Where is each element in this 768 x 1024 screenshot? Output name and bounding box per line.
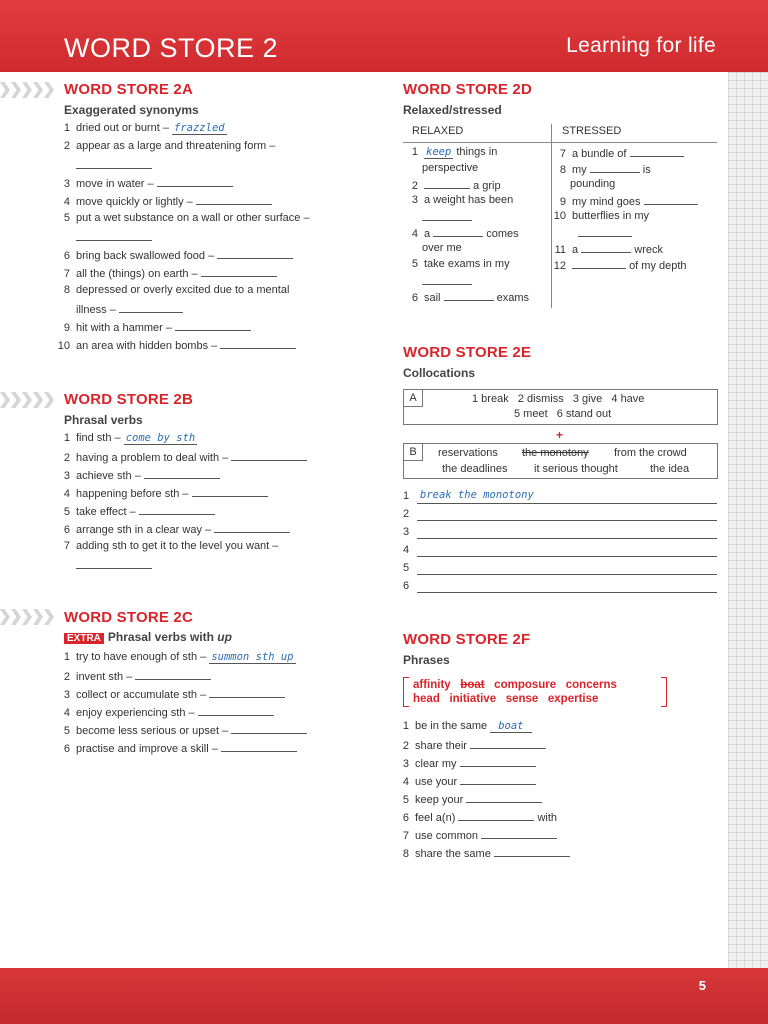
ws2a-title: WORD STORE 2A (64, 81, 194, 98)
table-divider (403, 142, 717, 143)
answer-blank[interactable] (581, 242, 631, 253)
handwritten-answer[interactable]: summon sth up (211, 651, 294, 663)
list-item: 5 keep your (393, 792, 542, 806)
answer-blank[interactable] (144, 468, 220, 479)
answer-blank[interactable] (192, 486, 268, 497)
answer-blank[interactable] (578, 226, 632, 240)
answer-blank[interactable] (460, 774, 536, 785)
extra-badge: EXTRA (64, 633, 104, 644)
answer-line[interactable]: 5 (403, 562, 719, 578)
list-item: 5 take exams in my (411, 258, 510, 270)
ws2e-subtitle: Collocations (403, 366, 476, 380)
collocation-box-b: B reservations the monotony from the crowd the deadlines it serious thought the idea (403, 443, 718, 479)
answer-line[interactable]: 1 break the monotony (403, 490, 719, 506)
answer-blank[interactable] (630, 146, 684, 157)
list-item: 7 all the (things) on earth – (54, 266, 277, 280)
handwritten-answer: break the monotony (420, 489, 534, 501)
answer-blank[interactable] (460, 756, 536, 767)
list-item: 9 my mind goes (550, 194, 698, 208)
ws2a-subtitle: Exaggerated synonyms (64, 103, 199, 117)
page-subtitle: Learning for life (566, 34, 716, 57)
answer-blank[interactable] (470, 738, 546, 749)
answer-blank[interactable] (76, 558, 152, 572)
list-item: 2 having a problem to deal with – (54, 450, 307, 464)
ws2e-title: WORD STORE 2E (403, 344, 532, 361)
ws2d-subtitle: Relaxed/stressed (403, 103, 502, 117)
list-item: 6 practise and improve a skill – (54, 741, 297, 755)
answer-blank[interactable] (198, 705, 274, 716)
handwritten-answer[interactable]: frazzled (174, 122, 225, 134)
chevron-decoration-icon (0, 609, 58, 625)
ws2c-subtitle-row: EXTRA Phrasal verbs with up (64, 630, 232, 644)
list-item-continuation: over me (422, 242, 462, 254)
list-item: 7 adding sth to get it to the level you want – (63, 540, 279, 552)
verb-list: 1 break 2 dismiss 3 give 4 have (472, 393, 645, 405)
handwritten-answer[interactable]: keep (426, 146, 452, 158)
list-item: 10 butterflies in my (553, 210, 650, 222)
list-item: 8 share the same (393, 846, 570, 860)
list-item-continuation: illness – (76, 302, 183, 316)
list-item: 2 invent sth – (54, 669, 211, 683)
answer-blank[interactable] (175, 320, 251, 331)
ws2b-title: WORD STORE 2B (64, 391, 194, 408)
grid-margin (728, 72, 768, 970)
answer-blank[interactable] (209, 687, 285, 698)
list-item-continuation: perspective (422, 162, 479, 174)
answer-line[interactable]: 4 (403, 544, 719, 560)
list-item: 2 share their (393, 738, 546, 752)
handwritten-answer[interactable]: come by sth (125, 432, 196, 444)
answer-blank[interactable] (76, 230, 152, 244)
page-title: WORD STORE 2 (64, 33, 279, 63)
list-item: 2 appear as a large and threatening form – (63, 140, 276, 152)
list-item: 4 a comes (411, 228, 519, 240)
list-item: 3 move in water – (54, 176, 233, 190)
list-item: 8 my is (559, 164, 651, 176)
answer-blank[interactable] (220, 338, 296, 349)
list-item: 1 try to have enough of sth – summon sth up (63, 651, 294, 663)
list-item: 4 move quickly or lightly – (54, 194, 272, 208)
answer-blank[interactable] (458, 810, 534, 821)
answer-blank[interactable] (231, 723, 307, 734)
list-item: 10 an area with hidden bombs – (54, 338, 296, 352)
list-item-continuation: pounding (570, 178, 616, 190)
ws2f-subtitle: Phrases (403, 653, 450, 667)
answer-blank[interactable] (221, 741, 297, 752)
list-item: 3 achieve sth – (54, 468, 220, 482)
answer-line[interactable]: 2 (403, 508, 719, 524)
list-item: 8 depressed or overly excited due to a mental (63, 284, 290, 296)
answer-blank[interactable] (231, 450, 307, 461)
chevron-decoration-icon (0, 392, 58, 408)
used-word: boat (460, 679, 485, 691)
answer-blank[interactable] (422, 210, 472, 224)
answer-blank[interactable] (494, 846, 570, 857)
answer-blank[interactable] (217, 248, 293, 259)
ws2f-title: WORD STORE 2F (403, 631, 531, 648)
verb-list: 5 meet 6 stand out (514, 408, 612, 420)
answer-blank[interactable] (157, 176, 233, 187)
page-footer (0, 968, 768, 1024)
list-item: 4 enjoy experiencing sth – (54, 705, 274, 719)
list-item: 5 become less serious or upset – (54, 723, 307, 737)
list-item: 6 bring back swallowed food – (54, 248, 293, 262)
handwritten-answer[interactable]: boat (490, 720, 531, 733)
column-header-relaxed: RELAXED (412, 125, 464, 137)
list-item: 2 a grip (411, 180, 501, 192)
list-item: 1 be in the same boat (393, 720, 532, 732)
answer-blank[interactable] (135, 669, 211, 680)
answer-blank[interactable] (76, 158, 152, 172)
list-item: 5 put a wet substance on a wall or other surface – (63, 212, 310, 224)
chevron-decoration-icon (0, 82, 58, 98)
answer-blank[interactable] (444, 290, 494, 301)
answer-blank[interactable] (196, 194, 272, 205)
list-item: 6 arrange sth in a clear way – (54, 522, 290, 536)
list-item: 7 use common (393, 828, 557, 842)
answer-blank[interactable] (214, 522, 290, 533)
answer-blank[interactable] (422, 274, 472, 288)
list-item: 1 keep things in (411, 146, 498, 158)
list-item: 3 clear my (393, 756, 536, 770)
answer-blank[interactable] (590, 162, 640, 173)
answer-blank[interactable] (466, 792, 542, 803)
collocation-box-a (403, 389, 718, 425)
answer-blank[interactable] (139, 504, 215, 515)
ws2c-title: WORD STORE 2C (64, 609, 194, 626)
answer-blank[interactable] (424, 178, 470, 189)
answer-blank[interactable] (433, 226, 483, 237)
list-item: 3 collect or accumulate sth – (54, 687, 285, 701)
answer-line[interactable]: 3 (403, 526, 719, 542)
list-item: 11 a wreck (554, 244, 663, 256)
list-item: 6 sail exams (411, 292, 530, 304)
ws2b-subtitle: Phrasal verbs (64, 413, 143, 427)
page-number: 5 (698, 978, 706, 993)
list-item: 6 feel a(n) with (402, 812, 558, 824)
used-word: the monotony (522, 447, 589, 459)
list-item: 4 happening before sth – (54, 486, 268, 500)
answer-blank[interactable] (572, 258, 626, 269)
box-label: A (404, 390, 423, 407)
plus-icon: + (556, 428, 564, 442)
ws2d-title: WORD STORE 2D (403, 81, 533, 98)
answer-blank[interactable] (201, 266, 277, 277)
answer-blank[interactable] (119, 302, 183, 313)
page-header (0, 0, 768, 72)
list-item: 12 of my depth (553, 260, 687, 272)
list-item: 3 a weight has been (411, 194, 514, 206)
list-item: 1 find sth – come by sth (63, 432, 196, 444)
list-item: 9 hit with a hammer – (54, 320, 251, 334)
word-box: affinity boat composure concerns head initiative sense expertise (403, 677, 667, 707)
answer-blank[interactable] (481, 828, 557, 839)
worksheet-page (0, 72, 728, 968)
list-item: 4 use your (393, 774, 536, 788)
list-item: 5 take effect – (54, 504, 215, 518)
answer-line[interactable]: 6 (403, 580, 719, 596)
column-header-stressed: STRESSED (562, 125, 622, 137)
box-label: B (404, 444, 423, 461)
list-item: 1 dried out or burnt – frazzled (63, 122, 225, 134)
answer-blank[interactable] (644, 194, 698, 205)
list-item: 7 a bundle of (550, 146, 684, 160)
